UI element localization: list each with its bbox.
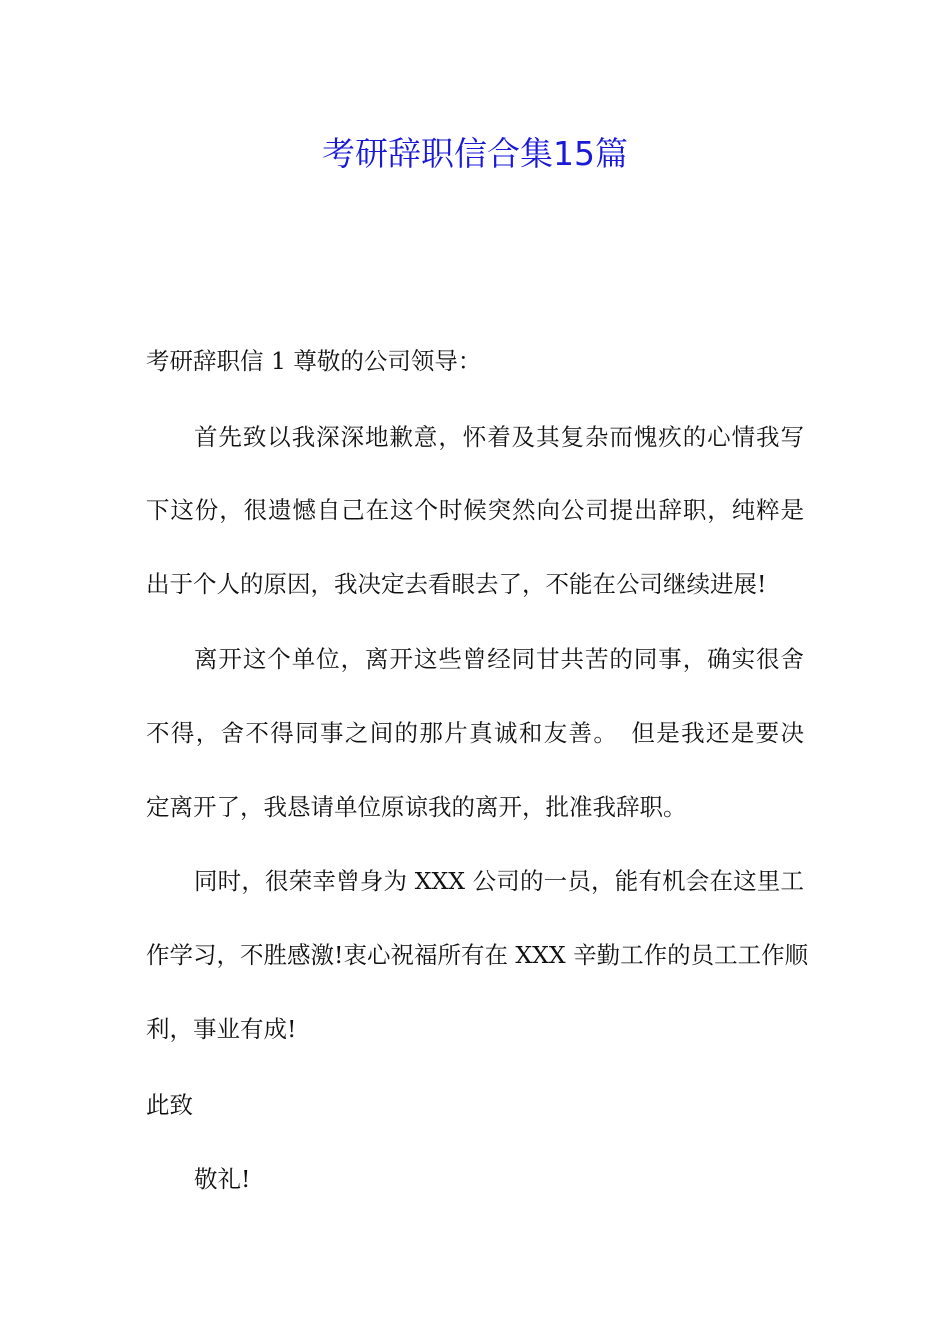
paragraph-line: 不得，舍不得同事之间的那片真诚和友善。 但是我还是要决	[146, 719, 804, 747]
paragraph-line: 首先致以我深深地歉意，怀着及其复杂而愧疚的心情我写	[194, 423, 804, 451]
salutation-line: 考研辞职信 1 尊敬的公司领导：	[146, 347, 482, 375]
paragraph-line: 下这份，很遗憾自己在这个时候突然向公司提出辞职，纯粹是	[146, 496, 804, 524]
paragraph-line: 出于个人的原因，我决定去看眼去了，不能在公司继续进展!	[146, 570, 767, 598]
paragraph-line: 同时，很荣幸曾身为 XXX 公司的一员，能有机会在这里工	[194, 867, 804, 895]
regards-line: 敬礼!	[194, 1165, 251, 1193]
document-title: 考研辞职信合集15篇	[322, 134, 628, 173]
paragraph-line: 利，事业有成!	[146, 1015, 297, 1043]
closing-line: 此致	[146, 1091, 193, 1119]
paragraph-line: 离开这个单位，离开这些曾经同甘共苦的同事，确实很舍	[194, 645, 804, 673]
paragraph-line: 定离开了，我恳请单位原谅我的离开，批准我辞职。	[146, 793, 687, 821]
paragraph-line: 作学习，不胜感激!衷心祝福所有在 XXX 辛勤工作的员工工作顺	[146, 941, 809, 969]
